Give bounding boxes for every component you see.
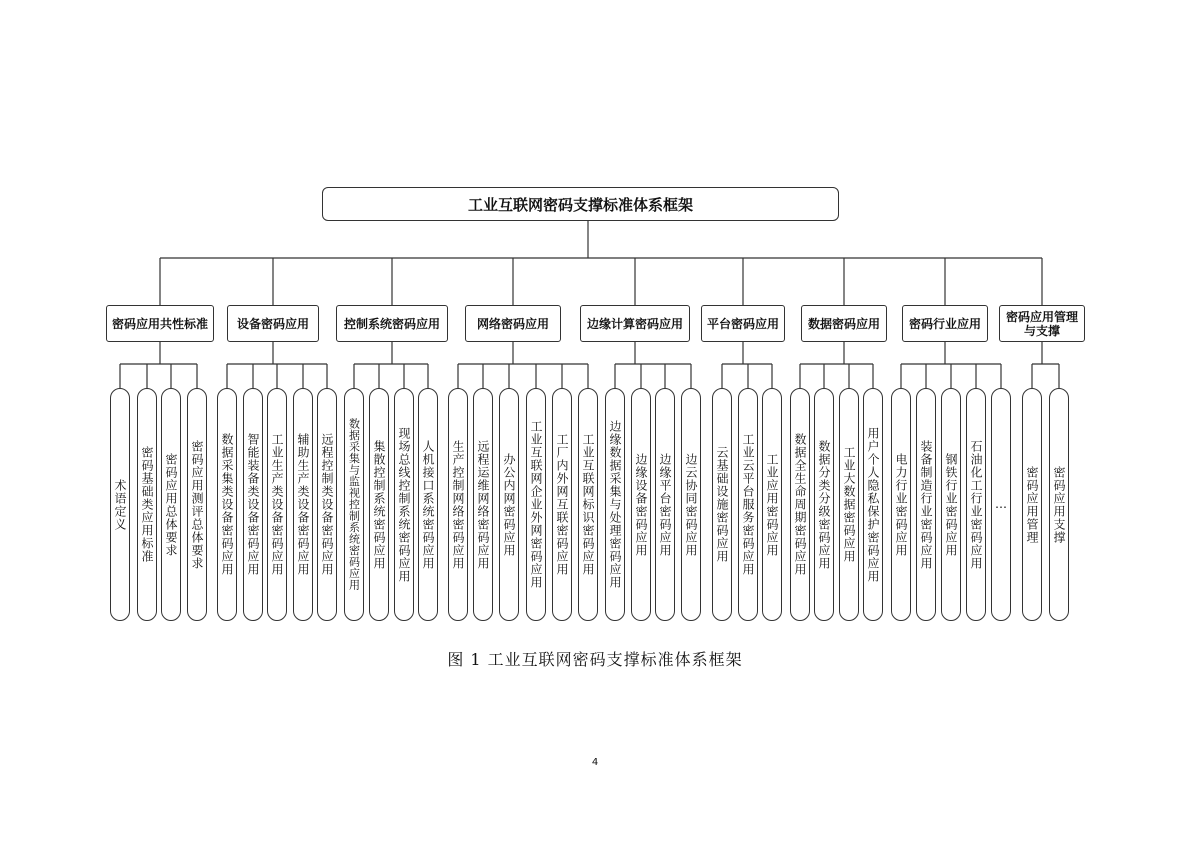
figure-caption: 图 1 工业互联网密码支撑标准体系框架 [447, 650, 743, 669]
leaf-box [814, 388, 834, 621]
leaf-box [1022, 388, 1042, 621]
leaf-label: 云基础设施密码应用 [715, 446, 729, 563]
category-label: 边缘计算密码应用 [586, 316, 683, 331]
leaf-box [790, 388, 810, 621]
category-label: 设备密码应用 [236, 316, 309, 331]
category-box [227, 305, 319, 342]
leaf-label: 远程控制类设备密码应用 [320, 433, 334, 576]
leaf-label: 用户个人隐私保护密码应用 [866, 426, 880, 583]
leaf-box [966, 388, 986, 621]
leaf-label: 工厂内外网互联密码应用 [555, 433, 569, 576]
leaf-box [394, 388, 414, 621]
leaf-box [473, 388, 493, 621]
category-label: 数据密码应用 [807, 316, 880, 331]
leaf-box [916, 388, 936, 621]
leaf-box [217, 388, 237, 621]
leaf-box [863, 388, 883, 621]
leaf-box [243, 388, 263, 621]
leaf-label: 石油化工行业密码应用 [969, 439, 983, 570]
category-box [106, 305, 214, 342]
category-box [336, 305, 448, 342]
category-box [999, 305, 1085, 342]
leaf-label: 边缘设备密码应用 [634, 452, 648, 557]
leaf-label: 边缘数据采集与处理密码应用 [608, 420, 622, 589]
leaf-label: 密码应用测评总体要求 [190, 439, 204, 570]
category-label: 密码行业应用 [908, 316, 981, 331]
leaf-label: 智能装备类设备密码应用 [246, 433, 260, 576]
leaf-box [681, 388, 701, 621]
leaf-box [110, 388, 130, 621]
leaf-box [655, 388, 675, 621]
leaf-label: 工业应用密码应用 [765, 452, 779, 557]
leaf-label: 生产控制网络密码应用 [451, 439, 465, 570]
leaf-label: … [994, 497, 1008, 512]
category-box [801, 305, 887, 342]
leaf-label: 集散控制系统密码应用 [372, 439, 386, 570]
leaf-label: 钢铁行业密码应用 [944, 452, 958, 557]
leaf-label: 工业互联网标识密码应用 [581, 433, 595, 576]
leaf-box [941, 388, 961, 621]
leaf-box [991, 388, 1011, 621]
leaf-label: 工业大数据密码应用 [842, 446, 856, 563]
leaf-box [418, 388, 438, 621]
category-box [580, 305, 690, 342]
leaf-box [762, 388, 782, 621]
category-label: 平台密码应用 [706, 316, 779, 331]
leaf-label: 边缘平台密码应用 [658, 452, 672, 557]
category-box [701, 305, 785, 342]
leaf-label: 密码基础类应用标准 [140, 446, 154, 563]
leaf-box [526, 388, 546, 621]
leaf-label: 办公内网密码应用 [502, 452, 516, 557]
leaf-label: 电力行业密码应用 [894, 452, 908, 557]
leaf-label: 远程运维网络密码应用 [476, 439, 490, 570]
page-number: 4 [591, 757, 599, 768]
leaf-label: 工业生产类设备密码应用 [270, 433, 284, 576]
leaf-box [712, 388, 732, 621]
leaf-label: 数据分类分级密码应用 [817, 439, 831, 570]
leaf-label: 数据全生命周期密码应用 [793, 433, 807, 576]
leaf-box [448, 388, 468, 621]
leaf-box [578, 388, 598, 621]
leaf-box [891, 388, 911, 621]
leaf-label: 数据采集类设备密码应用 [220, 433, 234, 576]
category-label: 密码应用共性标准 [111, 316, 208, 331]
leaf-label: 边云协同密码应用 [684, 452, 698, 557]
leaf-box [161, 388, 181, 621]
leaf-label: 密码应用总体要求 [164, 452, 178, 557]
category-label: 网络密码应用 [476, 316, 549, 331]
leaf-label: 术语定义 [113, 478, 127, 531]
category-label: 密码应用管理与支撑 [1005, 309, 1078, 338]
leaf-box [369, 388, 389, 621]
category-box [465, 305, 561, 342]
leaf-label: 现场总线控制系统密码应用 [397, 426, 411, 583]
leaf-box [552, 388, 572, 621]
leaf-box [605, 388, 625, 621]
leaf-box [137, 388, 157, 621]
root-title: 工业互联网密码支撑标准体系框架 [467, 195, 693, 214]
leaf-label: 工业云平台服务密码应用 [741, 433, 755, 576]
leaf-label: 密码应用支撑 [1052, 465, 1066, 544]
category-label: 控制系统密码应用 [343, 316, 440, 331]
leaf-box [344, 388, 364, 621]
leaf-label: 装备制造行业密码应用 [919, 439, 933, 570]
leaf-label: 工业互联网企业外网密码应用 [529, 420, 543, 589]
leaf-box [631, 388, 651, 621]
leaf-label: 密码应用管理 [1025, 465, 1039, 544]
leaf-box [267, 388, 287, 621]
leaf-box [499, 388, 519, 621]
leaf-box [317, 388, 337, 621]
leaf-label: 数据采集与监视控制系统密码应用 [347, 418, 361, 591]
category-box [902, 305, 988, 342]
leaf-label: 人机接口系统密码应用 [421, 439, 435, 570]
root-title-box [322, 187, 839, 221]
leaf-box [1049, 388, 1069, 621]
leaf-box [187, 388, 207, 621]
leaf-box [839, 388, 859, 621]
leaf-label: 辅助生产类设备密码应用 [296, 433, 310, 576]
leaf-box [293, 388, 313, 621]
leaf-box [738, 388, 758, 621]
